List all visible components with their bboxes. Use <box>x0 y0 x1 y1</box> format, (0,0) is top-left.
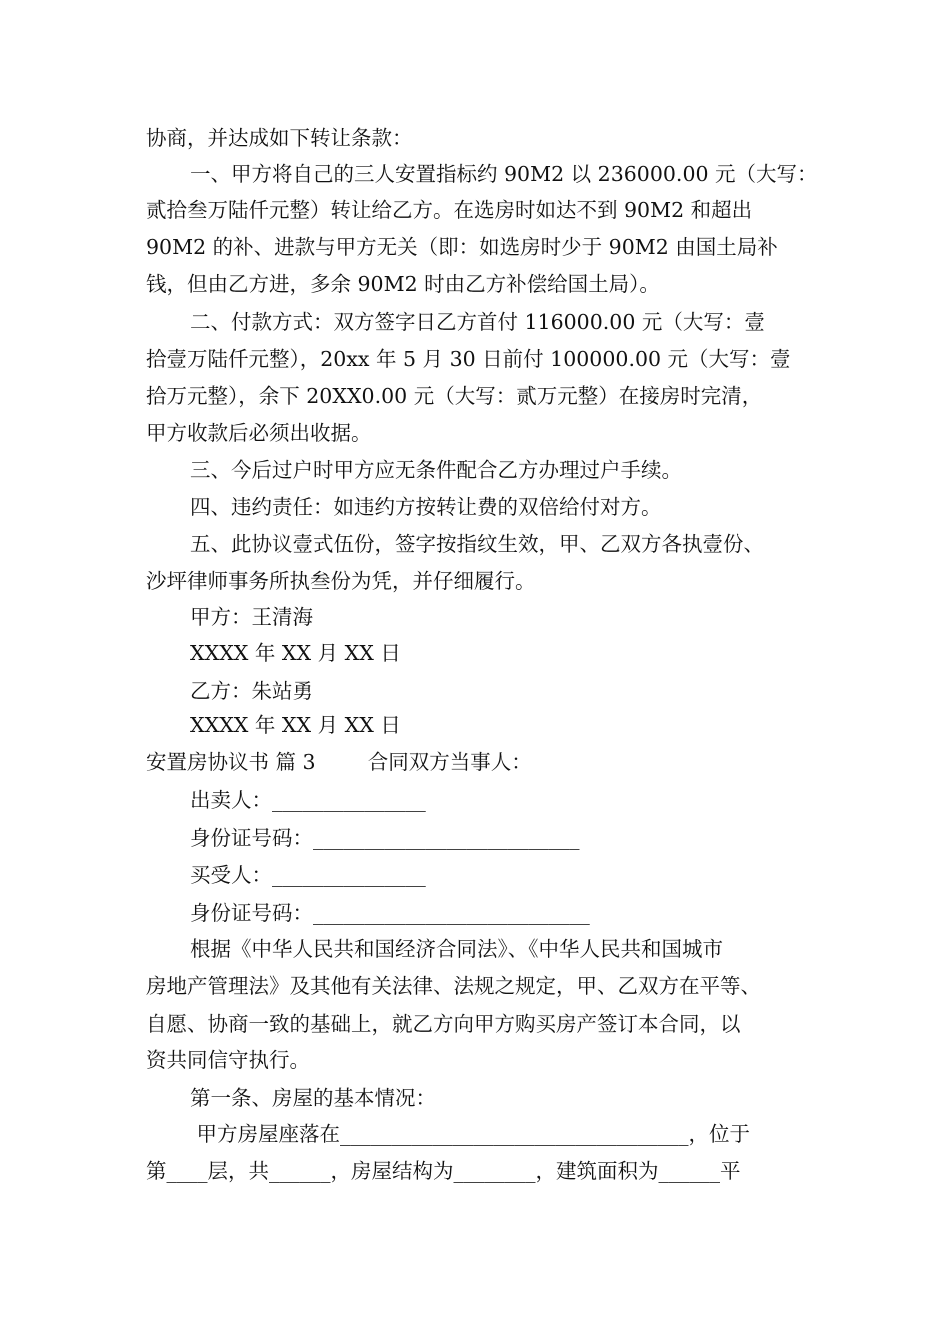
text-line: 协商，并达成如下转让条款： <box>146 126 413 150</box>
text-line: 甲方房屋座落在__________________________________，位于 <box>190 1122 751 1146</box>
text-line: 贰拾叁万陆仟元整）转让给乙方。在选房时如达不到 90M2 和超出 <box>146 198 753 222</box>
text-line: 根据《中华人民共和国经济合同法》、《中华人民共和国城市 <box>190 937 723 961</box>
text-line: 五、此协议壹式伍份，签字按指纹生效，甲、乙双方各执壹份、 <box>190 532 764 556</box>
seller-field: 出卖人：_______________ <box>190 788 426 812</box>
signature-date-b: XXXX 年 XX 月 XX 日 <box>190 713 401 737</box>
text-line: 一、甲方将自己的三人安置指标约 90M2 以 236000.00 元（大写： <box>190 162 818 186</box>
text-line: 沙坪律师事务所执叁份为凭，并仔细履行。 <box>146 569 536 593</box>
signature-party-a: 甲方：王清海 <box>190 605 313 629</box>
text-line: 房地产管理法》及其他有关法律、法规之规定，甲、乙双方在平等、 <box>146 974 761 998</box>
text-line: 拾壹万陆仟元整），20xx 年 5 月 30 日前付 100000.00 元（大写：壹 <box>146 347 791 371</box>
text-line: 自愿、协商一致的基础上，就乙方向甲方购买房产签订本合同，以 <box>146 1012 741 1036</box>
text-line: 二、付款方式：双方签字日乙方首付 116000.00 元（大写：壹 <box>190 310 765 334</box>
text-line: 甲方收款后必须出收据。 <box>146 421 372 445</box>
text-line: 第____层，共______，房屋结构为________，建筑面积为______平 <box>146 1159 741 1183</box>
signature-party-b: 乙方：朱站勇 <box>190 679 313 703</box>
buyer-field: 买受人：_______________ <box>190 863 426 887</box>
text-line: 三、今后过户时甲方应无条件配合乙方办理过户手续。 <box>190 458 682 482</box>
seller-id-field: 身份证号码：__________________________ <box>190 826 580 850</box>
article-heading: 第一条、房屋的基本情况： <box>190 1086 436 1110</box>
text-line: 四、违约责任：如违约方按转让费的双倍给付对方。 <box>190 495 662 519</box>
text-line: 钱，但由乙方进，多余 90M2 时由乙方补偿给国土局）。 <box>146 272 660 296</box>
text-line: 资共同信守执行。 <box>146 1048 310 1072</box>
text-line: 90M2 的补、进款与甲方无关（即：如选房时少于 90M2 由国土局补 <box>146 235 778 259</box>
section-heading: 安置房协议书 篇 3 合同双方当事人： <box>146 750 532 774</box>
text-line: 拾万元整），余下 20XX0.00 元（大写：贰万元整）在接房时完清， <box>146 384 763 408</box>
buyer-id-field: 身份证号码：___________________________ <box>190 901 590 925</box>
signature-date-a: XXXX 年 XX 月 XX 日 <box>190 641 401 665</box>
